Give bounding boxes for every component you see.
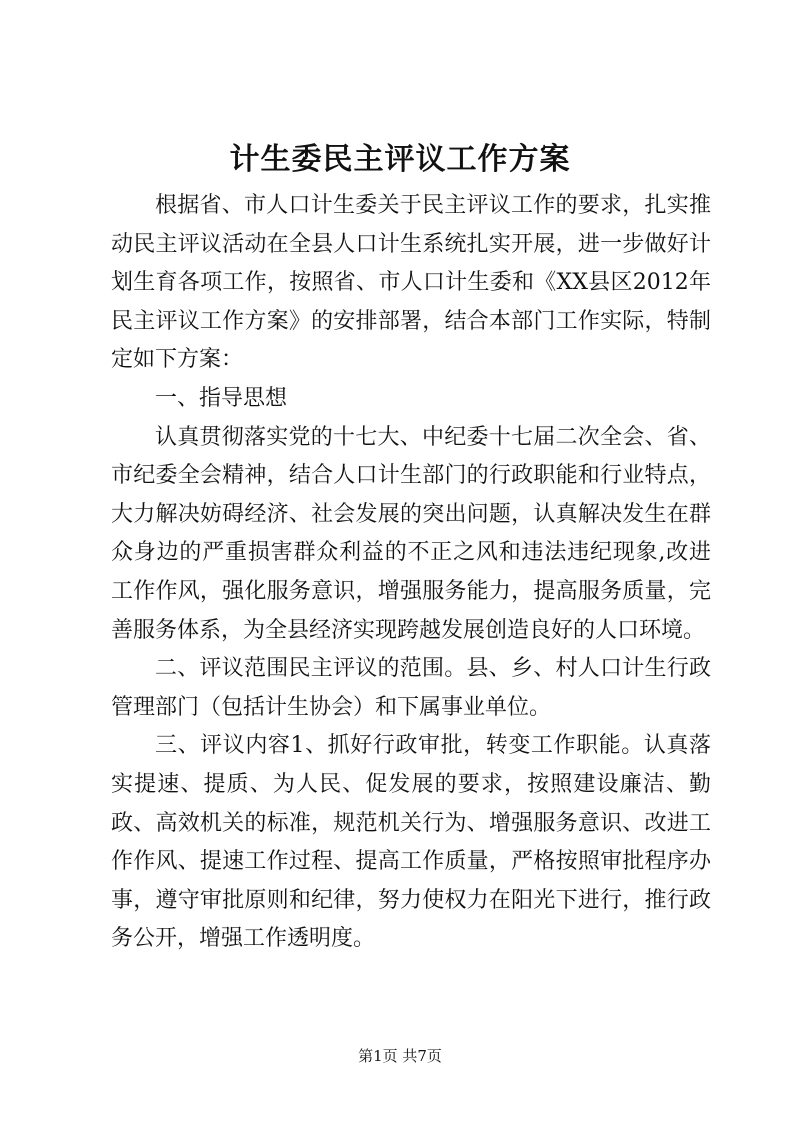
page-indicator: 第1页 共7页 bbox=[358, 1047, 442, 1065]
evaluation-scope-paragraph: 二、评议范围民主评议的范围。县、乡、村人口计生行政管理部门（包括计生协会）和下属事业单位。 bbox=[111, 656, 711, 720]
document-body bbox=[111, 187, 711, 959]
document-title: 计生委民主评议工作方案 bbox=[229, 142, 571, 177]
section-heading-guiding-ideology: 一、指导思想 bbox=[155, 385, 288, 411]
evaluation-content-paragraph: 三、评议内容1、抓好行政审批，转变工作职能。认真落实提速、提质、为人民、促发展的要求，按照建设廉洁、勤政、高效机关的标准，规范机关行为、增强服务意识、改进工作作风、提速工作过程、提高工作质量，严格按照审批程序办事，遵守审批原则和纪律，努力使权力在阳光下进行，推行政务公开，增强工作透明度。 bbox=[111, 733, 711, 952]
guiding-ideology-paragraph: 认真贯彻落实党的十七大、中纪委十七届二次全会、省、市纪委全会精神，结合人口计生部门的行政职能和行业特点，大力解决妨碍经济、社会发展的突出问题，认真解决发生在群众身边的严重损害群众利益的不正之风和违法违纪现象,改进工作作风，强化服务意识，增强服务能力，提高服务质量，完善服务体系，为全县经济实现跨越发展创造良好的人口环境。 bbox=[111, 424, 711, 643]
intro-paragraph: 根据省、市人口计生委关于民主评议工作的要求，扎实推动民主评议活动在全县人口计生系统扎实开展，进一步做好计划生育各项工作，按照省、市人口计生委和《XX县区2012年民主评议工作方案》的安排部署，结合本部门工作实际，特制定如下方案： bbox=[111, 193, 711, 373]
